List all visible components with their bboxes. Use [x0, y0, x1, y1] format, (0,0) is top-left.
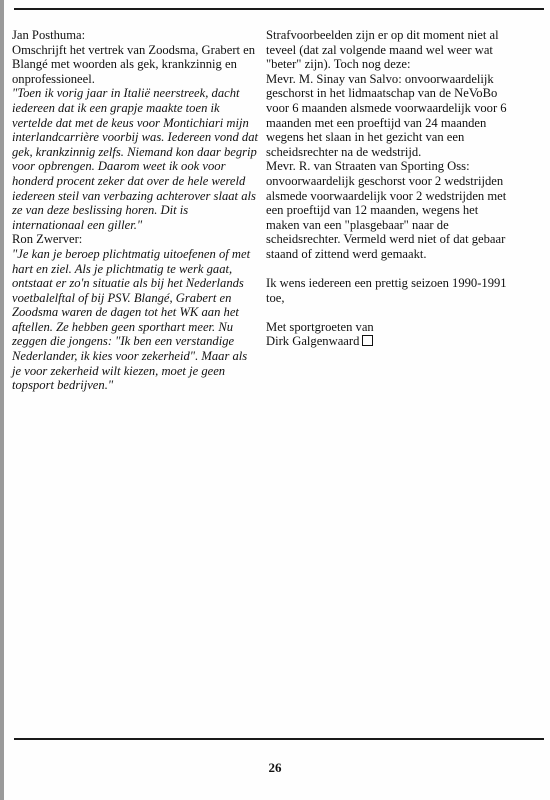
- posthuma-quote: "Toen ik vorig jaar in Italië neerstreek, dacht iedereen dat ik een grapje maakte toen ik vertelde dat met de keus voor Montichiari mijn interlandcarrière voorbij was. Iedereen vond dat gek, krankzinnig zelfs. Niemand kon daar begrip voor opbrengen. Daarom weet ik ook voor honderd procent zeker dat over de hele wereld iedereen steil van verbazing achterover slaat als ze van deze beslissing horen. Dit is internationaal een giller.": [12, 86, 258, 232]
- left-column: [12, 28, 258, 393]
- closing-greeting: Met sportgroeten van: [266, 319, 374, 334]
- speaker-posthuma: Jan Posthuma:: [12, 28, 86, 42]
- zwerver-quote: "Je kan je beroep plichtmatig uitoefenen of met hart en ziel. Als je plichtmatig te werk gaat, ontstaat er zo'n situatie als bij het Nederlands voetbalelftal of bij PSV. Blangé, Grabert en Zoodsma waren de dagen tot het WK aan het aftellen. Ze hebben geen sporthart meer. Nu zeggen die jongens: "Ik ben een verstandige Nederlander, ik kies voor zekerheid". Maar als je voor zekerheid wilt kiezen, moet je geen topsport bedrijven.": [12, 246, 251, 393]
- top-rule: [14, 8, 544, 10]
- posthuma-summary: Omschrijft het vertrek van Zoodsma, Grabert en Blangé met woorden als gek, krankzinnig en onprofessioneel.: [12, 42, 256, 86]
- scan-edge-shadow: [0, 0, 4, 800]
- signature-name: Dirk Galgenwaard: [266, 334, 360, 349]
- page-number: 26: [268, 760, 282, 775]
- right-column: [266, 28, 512, 349]
- penalty-van-straaten: Mevr. R. van Straaten van Sporting Oss: onvoorwaardelijk geschorst voor 2 wedstrijden alsmede voorwaardelijk voor 2 wedstrijden met een proeftijd van 12 maanden, wegens het maken van een "plasgebaar" naar de scheidsrechter. Vermeld werd niet of dat gebaar staand of zittend werd gemaakt.: [266, 159, 507, 261]
- speaker-zwerver: Ron Zwerver:: [12, 232, 83, 247]
- season-wish: Ik wens iedereen een prettig seizoen 1990-1991 toe,: [266, 276, 507, 305]
- bottom-rule: [14, 738, 544, 740]
- penalty-sinay: Mevr. M. Sinay van Salvo: onvoorwaardelijk geschorst in het lidmaatschap van de NeVoBo voor 6 maanden alsmede voorwaardelijk voor 6 maanden met een proeftijd van 24 maanden wegens het slaan in het gezicht van een scheidsrechter na de wedstrijd.: [266, 71, 507, 159]
- signature-line: [266, 334, 512, 349]
- penalties-intro: Strafvoorbeelden zijn er op dit moment niet al teveel (dat zal volgende maand wel weer wat "beter" zijn). Toch nog deze:: [266, 28, 499, 72]
- end-mark-icon: [362, 335, 373, 346]
